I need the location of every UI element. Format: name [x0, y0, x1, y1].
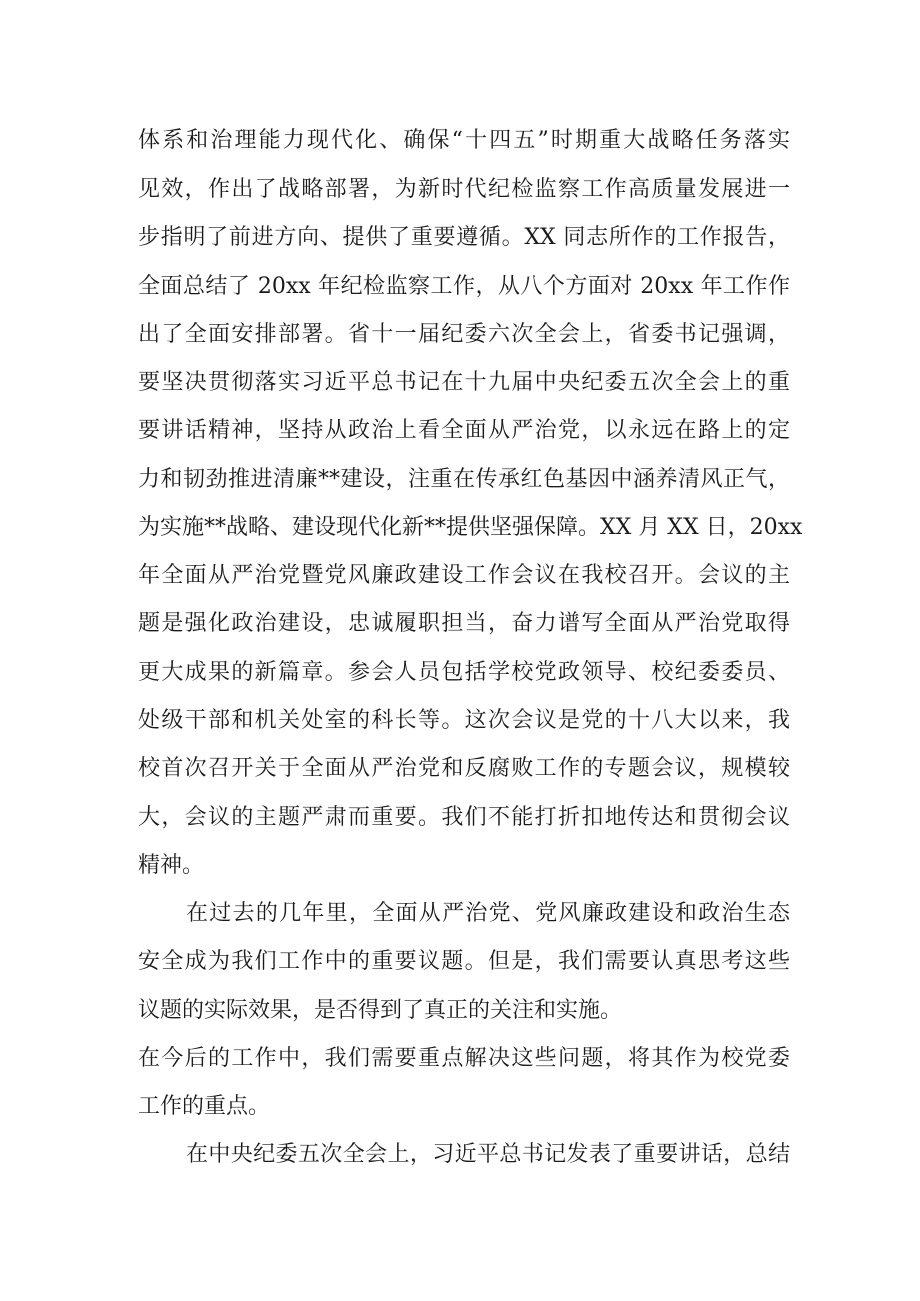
- text-line: 力和韧劲推进清廉**建设，注重在传承红色基因中涵养清风正气，: [138, 467, 790, 492]
- paragraph-first-line: 在中央纪委五次全会上，习近平总书记发表了重要讲话，总结: [186, 1142, 790, 1167]
- text-line: 工作的重点。: [138, 1094, 271, 1119]
- text-line: 步指明了前进方向、提供了重要遵循。XX 同志所作的工作报告，: [138, 225, 790, 250]
- text-line: 校首次召开关于全面从严治党和反腐败工作的专题会议，规模较: [138, 756, 790, 781]
- text-line: 为实施**战略、建设现代化新**提供坚强保障。XX 月 XX 日，20xx: [138, 515, 803, 540]
- text-line: 议题的实际效果，是否得到了真正的关注和实施。: [138, 998, 623, 1023]
- text-line: 在今后的工作中，我们需要重点解决这些问题，将其作为校党委: [138, 1046, 790, 1071]
- text-line: 体系和治理能力现代化、确保“十四五”时期重大战略任务落实: [138, 128, 790, 153]
- text-line: 题是强化政治建设，忠诚履职担当，奋力谱写全面从严治党取得: [138, 611, 790, 636]
- text-line: 见效，作出了战略部署，为新时代纪检监察工作高质量发展进一: [138, 177, 790, 202]
- text-line: 要讲话精神，坚持从政治上看全面从严治党，以永远在路上的定: [138, 418, 790, 443]
- paragraph-first-line: 在过去的几年里，全面从严治党、党风廉政建设和政治生态: [186, 901, 790, 926]
- text-line: 处级干部和机关处室的科长等。这次会议是党的十八大以来，我: [138, 708, 790, 733]
- text-line: 全面总结了 20xx 年纪检监察工作，从八个方面对 20xx 年工作作: [138, 274, 790, 299]
- text-line: 精神。: [138, 853, 205, 878]
- text-line: 年全面从严治党暨党风廉政建设工作会议在我校召开。会议的主: [138, 563, 790, 588]
- text-line: 更大成果的新篇章。参会人员包括学校党政领导、校纪委委员、: [138, 660, 790, 685]
- text-line: 出了全面安排部署。省十一届纪委六次全会上，省委书记强调，: [138, 322, 790, 347]
- text-line: 要坚决贯彻落实习近平总书记在十九届中央纪委五次全会上的重: [138, 370, 790, 395]
- text-line: 大，会议的主题严肃而重要。我们不能打折扣地传达和贯彻会议: [138, 805, 790, 830]
- text-line: 安全成为我们工作中的重要议题。但是，我们需要认真思考这些: [138, 949, 790, 974]
